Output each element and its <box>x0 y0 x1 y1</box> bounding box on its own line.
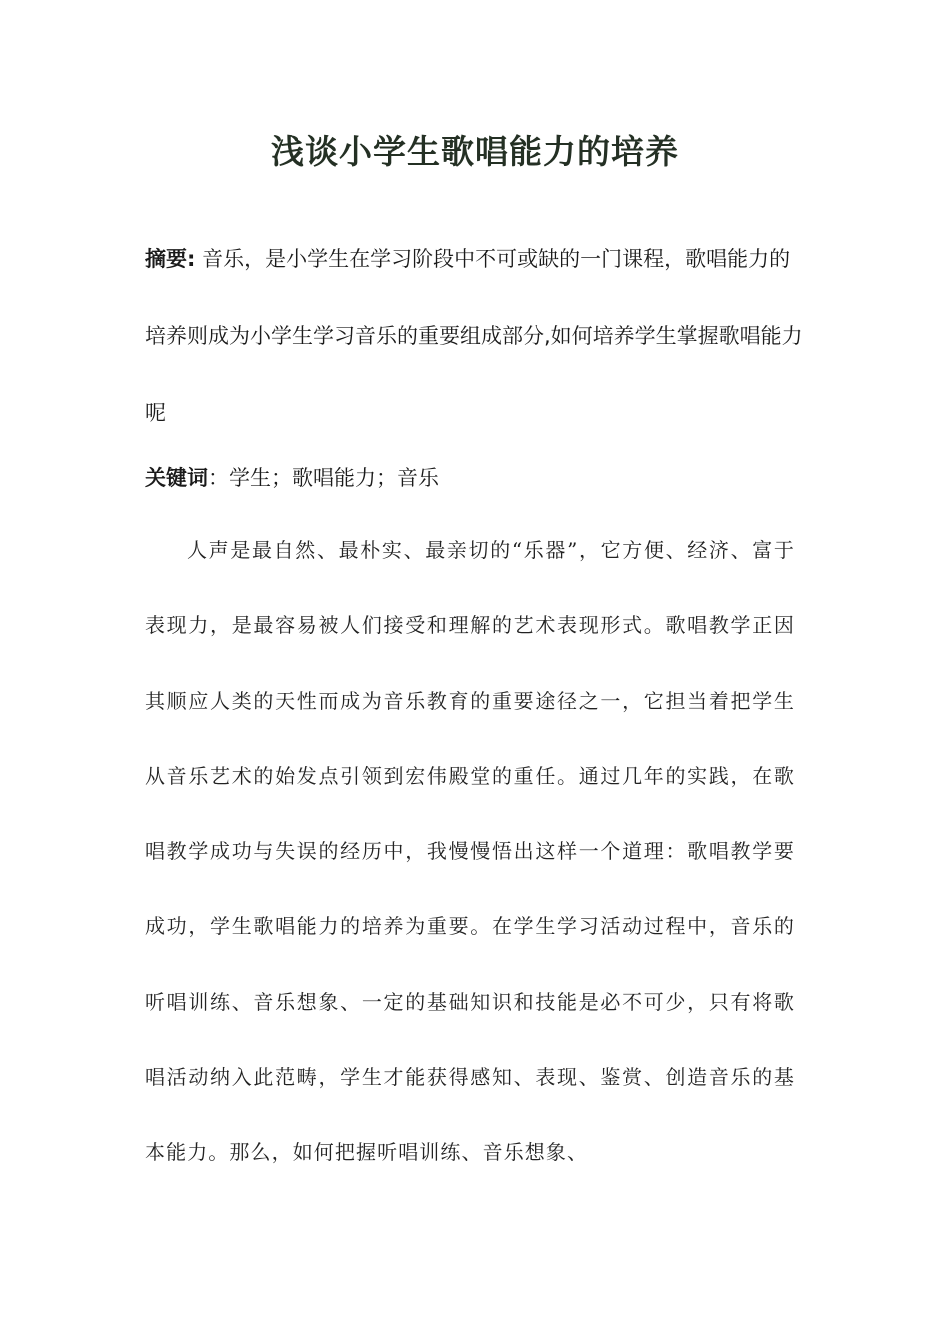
keywords-label: 关键词 <box>145 466 208 490</box>
abstract-label: 摘要: <box>145 247 196 271</box>
body-text-part2: 的重要途径之一，它担当着把学生从音乐艺术的始发点引领到宏伟殿堂的重任。通过几年的实践，在歌唱教学成功与失误的经历中，我慢慢悟出这样一个道理：歌唱教学要成功，学生歌唱能力的培养为重要。在学生学习活动过程中，音乐的听唱训练、音乐想象、一定的基础知识和技能是必不可少，只有将歌唱活动纳入此范畴，学生才能获得感知、表现、鉴赏、创造音乐的基本能力。那么，如何把握听唱训练、音乐想象、 <box>145 688 795 1165</box>
abstract-text: 音乐，是小学生在学习阶段中不可或缺的一门课程，歌唱能力的培养则成为小学生学习音乐的重要组成部分,如何培养学生掌握歌唱能力呢 <box>145 247 803 425</box>
body-text-part1: 人声是最自然、最朴实、最亲切的“乐器”，它方便、经济、富于表现力，是最容易被人们接受和理解的艺术表现形式。歌唱教学正因其顺应人类的天性而成为音乐 <box>145 538 795 713</box>
keywords-text: ：学生；歌唱能力；音乐 <box>208 466 439 490</box>
document-title: 浅谈小学生歌唱能力的培养 <box>271 132 679 171</box>
abstract-paragraph <box>145 221 810 452</box>
body-paragraph <box>145 513 795 1191</box>
keywords-paragraph <box>145 440 810 517</box>
body-text-emphasis: 教育 <box>426 688 471 713</box>
